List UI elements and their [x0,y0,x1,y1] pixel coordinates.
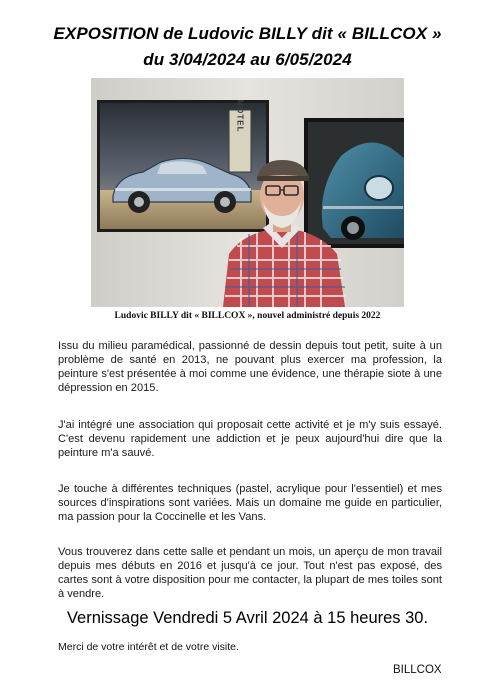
painting-beetle-blue [304,118,404,248]
painting-beetle-cabriolet [97,100,269,233]
title-line-2: du 3/04/2024 au 6/05/2024 [143,50,352,69]
photo-caption: Ludovic BILLY dit « BILLCOX », nouvel administré depuis 2022 [114,311,381,321]
motel-sign-text: MOTEL [235,99,245,133]
vernissage-announcement: Vernissage Vendredi 5 Avril 2024 à 15 heures 30. [66,609,429,627]
title-line-1: EXPOSITION de Ludovic BILLY dit « BILLCOX » [53,24,442,43]
artist-photo [91,78,404,307]
paragraph-techniques: Je touche à différentes techniques (pastel, acrylique pour l'essentiel) et mes sources d'inspirations sont variées. Mais un domaine me guide en particulier, ma passion pour la Coccinelle et les Vans. [58,483,442,523]
thanks-text: Merci de votre intérêt et de votre visite. [58,641,239,653]
paragraph-exhibition: Vous trouverez dans cette salle et pendant un mois, un aperçu de mon travail depuis mes débuts en 2016 et jusqu'à ce jour. Tout n'est pas exposé, des cartes sont à votre disposition pour me contacter, la plupart de mes toiles sont à vendre. [58,546,442,600]
paragraph-association: J'ai intégré une association qui proposait cette activité et je m'y suis essayé. C'est devenu rapidement une addiction et je peux aujourd'hui dire que la peinture m'a sauvé. [58,419,442,459]
signature: BILLCOX [393,664,442,676]
paragraph-intro: Issu du milieu paramédical, passionné de dessin depuis tout petit, suite à un problème de santé en 2013, ne pouvant plus exercer ma profession, la peinture s'est présentée à moi comme une évidence, une thérapie siote à une dépression en 2015. [58,340,442,394]
